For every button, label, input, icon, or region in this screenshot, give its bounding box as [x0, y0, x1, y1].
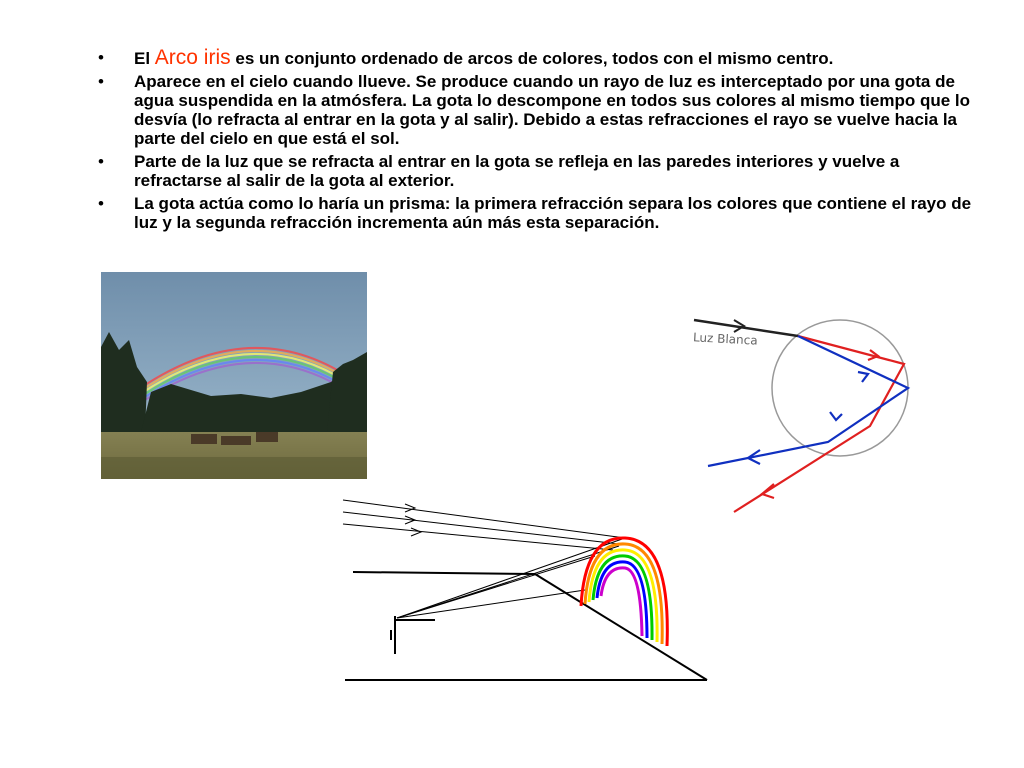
bullet-item-4 — [98, 194, 988, 232]
raindrop-circle — [772, 320, 908, 456]
observer-figure — [391, 616, 435, 654]
sun-rays — [343, 500, 625, 550]
horizon-line — [353, 572, 535, 574]
bullet-text: El — [134, 49, 155, 68]
red-ray — [734, 336, 904, 512]
rainbow-term: Arco iris — [154, 46, 231, 69]
bullet-item-2 — [98, 72, 988, 148]
bullet-marker: • — [98, 194, 104, 213]
white-light-label: Luz Blanca — [692, 330, 758, 348]
incoming-white-ray — [694, 320, 798, 336]
rainbow-photo — [101, 272, 367, 479]
bullet-text: La gota actúa como lo haría un prisma: la primera refracción separa los colores que contiene el rayo de luz y la segunda refracción incrementa aún más esta separación. — [134, 194, 972, 232]
raindrop-refraction-diagram — [690, 296, 940, 526]
bullet-item-1 — [98, 48, 988, 68]
bullet-text: Parte de la luz que se refracta al entrar en la gota se refleja en las paredes interiores y vuelve a refractarse al salir de la gota al exterior. — [134, 152, 900, 190]
bullet-item-3 — [98, 152, 988, 190]
bullet-text: es un conjunto ordenado de arcos de colores, todos con el mismo centro. — [230, 49, 834, 68]
rainbow-geometry-diagram — [335, 490, 715, 690]
bullet-marker: • — [98, 152, 104, 171]
bullet-list — [98, 48, 988, 236]
bullet-text: Aparece en el cielo cuando llueve. Se produce cuando un rayo de luz es interceptado por una gota de agua suspendida en la atmósfera. La gota lo descompone en todos sus colores al mismo tiempo que lo desvía (lo refracta al entrar en la gota y al salir). Debido a estas refracciones el rayo se vuelve hacia la parte del cielo en que está el sol. — [134, 72, 971, 148]
bullet-marker: • — [98, 72, 104, 91]
cone-line — [535, 574, 707, 680]
bullet-marker: • — [98, 48, 104, 67]
sight-lines — [397, 538, 625, 618]
